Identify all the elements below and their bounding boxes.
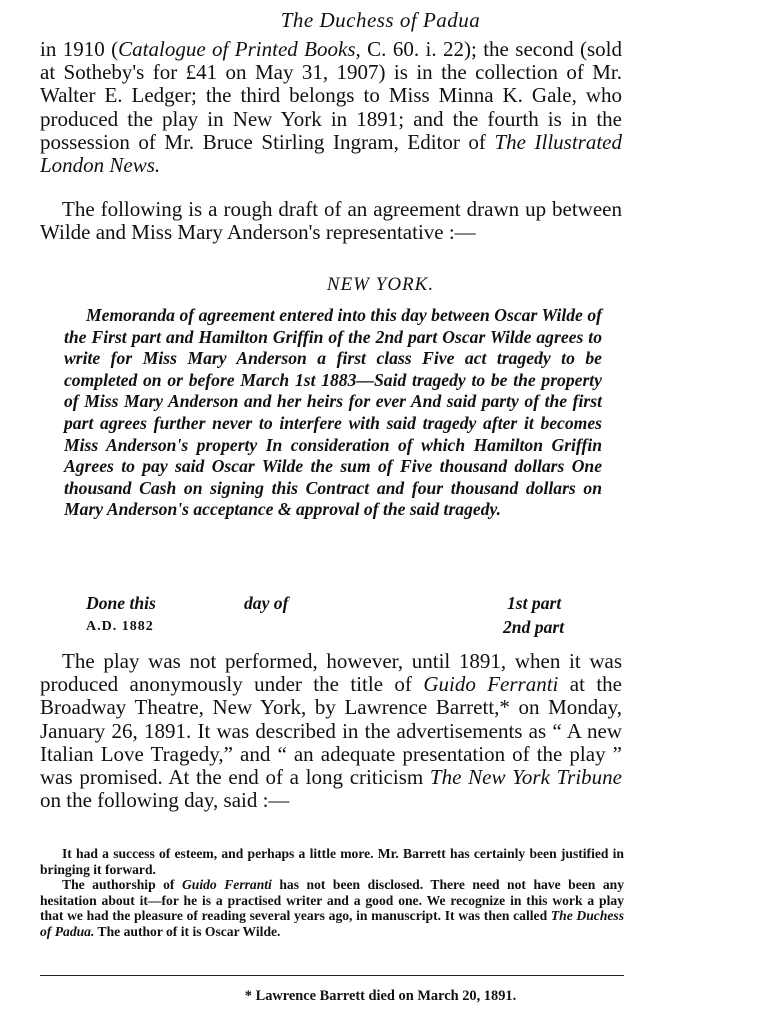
para3-text-1: The play was not performed, however, until 1891, when it was produced anonymously under the title of [40,649,622,697]
quote-para-1: It had a success of esteem, and perhaps a little more. Mr. Barrett has certainly been justified in bringing it forward. [40,846,624,877]
para3-play-title: Guido Ferranti [423,672,559,697]
para1-catalogue-title: Catalogue of Printed Books, [118,37,361,61]
quote-text-1: The authorship of [62,877,182,893]
quote-original-title: The Duchess of Padua. [40,908,624,939]
para3-text-3: on the following day, said :— [40,788,290,813]
sig-second-part: 2nd part [503,617,565,637]
para1-newspaper-title: The Illustrated London News. [40,129,623,178]
para2-text: The following is a rough draft of an agreement drawn up between Wilde and Miss Mary Anderson's representative :— [40,197,622,245]
paragraph-performance [40,650,622,812]
sig-ad-date: A.D. 1882 [86,619,154,634]
para1-text-1: in 1910 ( [40,37,119,61]
para3-newspaper-title: The New York Tribune [429,765,622,790]
para3-text-2: at the Broadway Theatre, New York, by Lawrence Barrett,* on Monday, January 26, 1891. It was described in the advertisements as “ A new Italian Love Tragedy,” and “ an adequate presentation of the play ” was promised. At the end of a long criticism [40,672,622,790]
quote-para-2 [40,877,624,939]
sig-day-of: day of [244,593,289,613]
sig-done-this: Done this [86,593,156,613]
tribune-quote [40,846,624,940]
memo-body [64,305,602,521]
paragraph-catalogue [40,38,622,177]
footnote-divider [40,975,624,976]
quote-text-2: has not been disclosed. There need not have been any hesitation about it—for he is a practised writer and a good one. We recognize in this work a play that we had the pleasure of reading several years ago, in manuscript. It was then called [40,877,624,924]
quote-text-3: The author of it is Oscar Wilde. [94,923,281,939]
memo-text: Memoranda of agreement entered into this day between Oscar Wilde of the First part and Hamilton Griffin of the 2nd part Oscar Wilde agrees to write for Miss Mary Anderson a first class Five act tragedy to be completed on or before March 1st 1883—Said tragedy to be the property of Miss Mary Anderson and her heirs for ever And said party of the first part agrees further never to interfere with said tragedy after it becomes Miss Anderson's property In consideration of which Hamilton Griffin Agrees to pay said Oscar Wilde the sum of Five thousand dollars One thousand Cash on signing this Contract and four thousand dollars on Mary Anderson's acceptance & approval of the said tragedy. [64,305,602,520]
quote-play-title: Guido Ferranti [181,877,272,893]
memo-heading: NEW YORK. [326,274,435,295]
para1-text-2: C. 60. i. 22); the second (sold at Sotheby's for £41 on May 31, 1907) is in the collection of Mr. Walter E. Ledger; the third belongs to Miss Minna K. Gale, who produced the play in New York in 1891; and the fourth is in the possession of Mr. Bruce Stirling Ingram, Editor of [40,37,622,154]
footnote: * Lawrence Barrett died on March 20, 1891. [244,988,517,1004]
paragraph-agreement-intro [40,198,622,244]
running-header: The Duchess of Padua [280,8,481,32]
sig-first-part: 1st part [507,593,562,613]
